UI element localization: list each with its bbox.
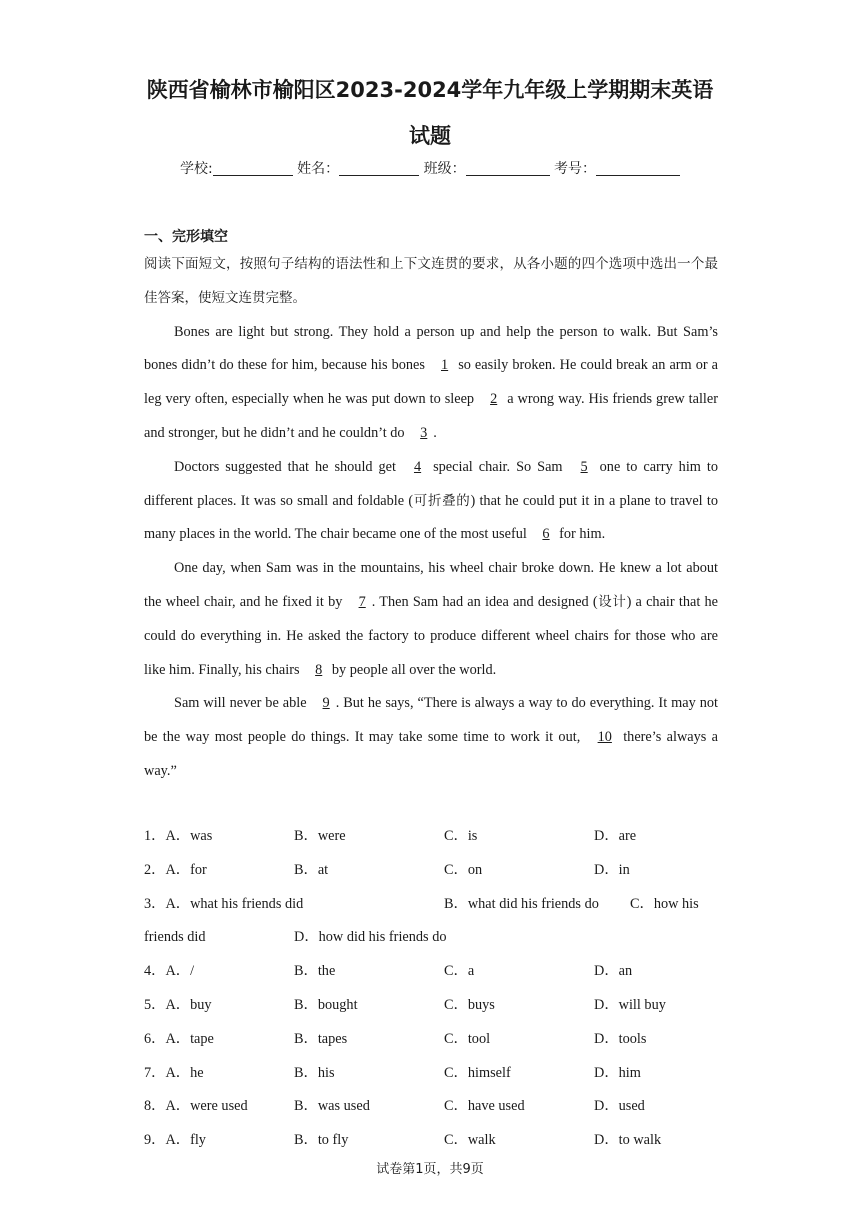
- option-a[interactable]: 1．A．was: [144, 828, 213, 844]
- passage-text: there’s always a way.”: [144, 729, 718, 779]
- question-9: [144, 1124, 744, 1158]
- option-c[interactable]: C．walk: [444, 1132, 496, 1149]
- passage-text: so easily broken. He could break an arm or a leg very often, especially when he was put down to sleep: [144, 357, 718, 408]
- option-d[interactable]: D．tools: [594, 1030, 647, 1047]
- option-d[interactable]: D．in: [594, 861, 630, 878]
- option-d[interactable]: D．an: [594, 963, 633, 980]
- question-6: [144, 1023, 744, 1057]
- blank-3: 3: [420, 424, 428, 441]
- blank-10: 10: [597, 729, 612, 746]
- chinese-gloss: 设计: [597, 593, 627, 610]
- passage-paragraph-3: [144, 552, 718, 687]
- option-a[interactable]: 7．A．he: [144, 1064, 204, 1081]
- option-c[interactable]: C．how his: [630, 895, 699, 912]
- blank-8: 8: [315, 661, 323, 678]
- blank-2: 2: [490, 391, 498, 408]
- school-label: 学校:: [179, 161, 213, 177]
- passage-paragraph-2: [144, 451, 718, 552]
- passage-text: Doctors suggested that he should get: [174, 458, 402, 475]
- passage-paragraph-4: [144, 687, 718, 788]
- passage-text: one to carry him to different places. It was so small and foldable (: [144, 458, 718, 509]
- school-blank[interactable]: [213, 159, 293, 176]
- question-4: [144, 955, 744, 989]
- option-a[interactable]: 2．A．for: [144, 861, 207, 878]
- question-3: [144, 888, 744, 922]
- question-1: [144, 820, 744, 854]
- option-d[interactable]: D．will buy: [594, 996, 666, 1013]
- option-c-continued[interactable]: friends did: [144, 929, 206, 946]
- page-footer: 试卷第1页，共9页: [376, 1162, 484, 1177]
- option-c[interactable]: C．tool: [444, 1030, 491, 1047]
- chinese-gloss: 可折叠的: [413, 492, 471, 509]
- option-c[interactable]: C．have used: [444, 1098, 525, 1115]
- name-blank[interactable]: [339, 159, 419, 176]
- passage-text: by people all over the world.: [328, 661, 497, 678]
- passage-text: Bones are light but strong. They hold a person up and help the person to walk. But Sam’s bones didn’t do these for him, because his bones: [144, 323, 718, 374]
- question-options: [144, 820, 744, 1158]
- passage-text: for him.: [555, 526, 606, 543]
- passage-text: One day, when Sam was in the mountains, his wheel chair broke down. He knew a lot about the wheel chair, and he fixed it by: [144, 560, 718, 610]
- passage-text: a wrong way. His friends grew taller and stronger, but he didn’t and he couldn’t do: [144, 391, 718, 441]
- option-c[interactable]: C．buys: [444, 996, 495, 1013]
- option-b[interactable]: B．the: [294, 963, 336, 980]
- blank-4: 4: [413, 458, 422, 475]
- question-5: [144, 989, 744, 1023]
- option-b[interactable]: B．were: [294, 828, 346, 844]
- option-a[interactable]: 9．A．fly: [144, 1132, 206, 1149]
- cloze-passage: [144, 248, 718, 789]
- option-d[interactable]: D．him: [594, 1064, 641, 1081]
- class-blank[interactable]: [466, 159, 550, 176]
- option-c[interactable]: C．himself: [444, 1064, 511, 1081]
- question-3-continued: [144, 921, 744, 955]
- passage-text: .: [433, 424, 437, 441]
- option-d[interactable]: D．to walk: [594, 1132, 662, 1149]
- option-a[interactable]: 8．A．were used: [144, 1098, 248, 1115]
- option-a[interactable]: 3．A．what his friends did: [144, 895, 304, 912]
- section-instruction: 阅读下面短文，按照句子结构的语法性和上下文连贯的要求，从各小题的四个选项中选出一个最佳答案，使短文连贯完整。: [144, 256, 718, 306]
- question-7: [144, 1057, 744, 1091]
- option-a[interactable]: 6．A．tape: [144, 1030, 214, 1047]
- option-d[interactable]: D．used: [594, 1098, 645, 1115]
- student-info-line: [0, 158, 860, 178]
- option-c[interactable]: C．on: [444, 861, 483, 878]
- blank-7: 7: [358, 593, 366, 610]
- option-d[interactable]: D．how did his friends do: [294, 929, 447, 946]
- option-b[interactable]: B．to fly: [294, 1132, 349, 1149]
- option-c[interactable]: C．a: [444, 963, 475, 980]
- question-2: [144, 854, 744, 888]
- exam-number-blank[interactable]: [596, 159, 680, 176]
- passage-text: . Then Sam had an idea and designed (: [371, 593, 598, 610]
- option-a[interactable]: 5．A．buy: [144, 996, 212, 1013]
- option-c[interactable]: C．is: [444, 828, 478, 844]
- option-b[interactable]: B．at: [294, 861, 329, 878]
- question-8: [144, 1090, 744, 1124]
- blank-9: 9: [322, 695, 330, 712]
- exam-title-line2: 试题: [409, 124, 451, 148]
- passage-text: ) that he could put it in a plane to travel to many places in the world. The chair became one of the most useful: [144, 492, 719, 543]
- passage-paragraph-1: [144, 316, 718, 451]
- passage-text: Sam will never be able: [174, 695, 311, 712]
- option-b[interactable]: B．was used: [294, 1098, 370, 1115]
- blank-6: 6: [542, 526, 550, 543]
- option-d[interactable]: D．are: [594, 828, 637, 844]
- blank-5: 5: [580, 458, 588, 475]
- option-b[interactable]: B．his: [294, 1064, 335, 1081]
- option-b[interactable]: B．bought: [294, 996, 358, 1013]
- section-heading: 一、完形填空: [144, 229, 228, 245]
- passage-text: . But he says, “There is always a way to do everything. It may not be the way most people do things. It may take some time to work it out,: [144, 695, 718, 746]
- option-b[interactable]: B．what did his friends do: [444, 895, 599, 912]
- option-b[interactable]: B．tapes: [294, 1030, 348, 1047]
- exam-number-label: 考号：: [554, 161, 597, 177]
- name-label: 姓名：: [297, 161, 340, 177]
- exam-title-line1: 陕西省榆林市榆阳区2023-2024学年九年级上学期期末英语: [146, 78, 714, 102]
- blank-1: 1: [441, 357, 449, 374]
- option-a[interactable]: 4．A．/: [144, 963, 195, 980]
- class-label: 班级：: [423, 161, 466, 177]
- passage-text: special chair. So Sam: [427, 458, 569, 475]
- passage-text: ) a chair that he could do everything in. He asked the factory to produce different wheel chairs for those who are like him. Finally, his chairs: [144, 593, 718, 678]
